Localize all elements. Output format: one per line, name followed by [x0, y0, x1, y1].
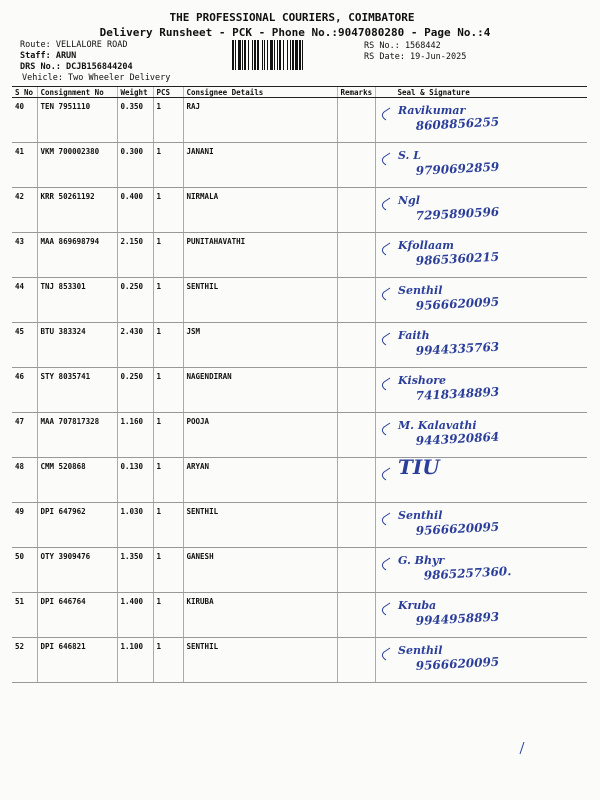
cell-weight: 1.160 — [117, 413, 153, 458]
handwritten-signature — [376, 548, 588, 592]
pen-tick-mark — [382, 423, 390, 435]
col-weight: Weight — [117, 87, 153, 98]
cell-sno: 50 — [12, 548, 37, 593]
pen-tick-mark — [382, 603, 390, 615]
cell-remarks — [337, 458, 375, 503]
cell-remarks — [337, 413, 375, 458]
table-row — [12, 368, 587, 413]
cell-remarks — [337, 323, 375, 368]
signature-name: TIU — [397, 455, 440, 479]
signature-cell — [375, 413, 587, 458]
signature-phone: 9944335763 — [414, 339, 500, 358]
pen-tick-mark — [382, 513, 390, 525]
cell-name: KIRUBA — [183, 593, 337, 638]
cell-sno: 48 — [12, 458, 37, 503]
cell-name: POOJA — [183, 413, 337, 458]
cell-weight: 1.350 — [117, 548, 153, 593]
runsheet-table — [12, 86, 587, 683]
staff-label: Staff: ARUN — [20, 51, 77, 61]
vehicle-label: Vehicle: Two Wheeler Delivery — [22, 73, 171, 83]
table-row — [12, 548, 587, 593]
cell-sno: 44 — [12, 278, 37, 323]
pen-tick-mark — [382, 468, 390, 480]
cell-weight: 0.400 — [117, 188, 153, 233]
handwritten-signature — [376, 368, 588, 412]
cell-pcs: 1 — [153, 188, 183, 233]
drs-number: DRS No.: DCJB156844204 — [20, 62, 133, 72]
handwritten-signature — [376, 455, 588, 502]
pen-tick-mark — [382, 198, 390, 210]
cell-weight: 0.350 — [117, 98, 153, 143]
cell-remarks — [337, 98, 375, 143]
cell-sno: 41 — [12, 143, 37, 188]
handwritten-signature — [376, 503, 588, 547]
cell-pcs: 1 — [153, 413, 183, 458]
cell-sno: 47 — [12, 413, 37, 458]
rs-number: RS No.: 1568442 — [364, 41, 441, 51]
cell-cons: DPI 646821 — [37, 638, 117, 683]
table-row — [12, 458, 587, 503]
cell-remarks — [337, 368, 375, 413]
barcode-image — [232, 40, 358, 70]
cell-pcs: 1 — [153, 458, 183, 503]
cell-weight: 0.250 — [117, 278, 153, 323]
signature-cell — [375, 503, 587, 548]
table-row — [12, 143, 587, 188]
cell-name: SENTHIL — [183, 503, 337, 548]
cell-weight: 0.130 — [117, 458, 153, 503]
cell-name: SENTHIL — [183, 278, 337, 323]
signature-phone: 9443920864 — [414, 429, 500, 448]
cell-name: ARYAN — [183, 458, 337, 503]
signature-cell — [375, 368, 587, 413]
cell-name: JSM — [183, 323, 337, 368]
cell-remarks — [337, 188, 375, 233]
cell-name: RAJ — [183, 98, 337, 143]
cell-pcs: 1 — [153, 503, 183, 548]
pen-tick-mark — [382, 378, 390, 390]
company-title: THE PROFESSIONAL COURIERS, COIMBATORE — [169, 11, 415, 24]
col-sno: S No — [12, 87, 37, 98]
cell-weight: 2.430 — [117, 323, 153, 368]
pen-tick-mark — [382, 333, 390, 345]
table-header-row — [12, 87, 587, 98]
handwritten-signature — [376, 323, 588, 367]
cell-name: PUNITAHAVATHI — [183, 233, 337, 278]
handwritten-signature — [376, 233, 588, 277]
table-row — [12, 413, 587, 458]
cell-name: GANESH — [183, 548, 337, 593]
col-consignment: Consignment No — [37, 87, 117, 98]
rs-date: RS Date: 19-Jun-2025 — [364, 52, 467, 62]
table-row — [12, 188, 587, 233]
col-remarks: Remarks — [337, 87, 375, 98]
handwritten-signature — [376, 593, 588, 637]
cell-cons: DPI 646764 — [37, 593, 117, 638]
signature-cell — [375, 98, 587, 143]
table-row — [12, 233, 587, 278]
cell-remarks — [337, 143, 375, 188]
cell-cons: MAA 707817328 — [37, 413, 117, 458]
col-signature: Seal & Signature — [375, 87, 587, 98]
cell-weight: 0.300 — [117, 143, 153, 188]
cell-pcs: 1 — [153, 323, 183, 368]
pen-tick-mark — [382, 558, 390, 570]
signature-cell — [375, 233, 587, 278]
signature-name: Kishore — [397, 374, 446, 387]
signature-name: Ngl — [397, 194, 420, 207]
cell-cons: BTU 383324 — [37, 323, 117, 368]
signature-name: Faith — [397, 329, 430, 342]
cell-name: SENTHIL — [183, 638, 337, 683]
handwritten-signature — [376, 143, 588, 187]
cell-remarks — [337, 548, 375, 593]
signature-cell — [375, 593, 587, 638]
pen-tick-mark — [382, 288, 390, 300]
signature-name: G. Bhyr — [397, 554, 444, 567]
signature-phone: 9944958893 — [414, 609, 500, 628]
handwritten-signature — [376, 413, 588, 457]
cell-cons: OTY 3909476 — [37, 548, 117, 593]
signature-cell — [375, 278, 587, 323]
signature-phone: 7295890596 — [414, 204, 500, 223]
cell-sno: 43 — [12, 233, 37, 278]
table-row — [12, 98, 587, 143]
signature-name: Senthil — [397, 509, 442, 522]
signature-phone: 9566620095 — [414, 519, 500, 538]
runsheet-subtitle: Delivery Runsheet - PCK - Phone No.:9047080280 - Page No.:4 — [99, 26, 491, 39]
signature-phone: 9865257360. — [422, 564, 512, 583]
cell-sno: 45 — [12, 323, 37, 368]
cell-cons: CMM 520868 — [37, 458, 117, 503]
handwritten-signature — [376, 278, 588, 322]
cell-sno: 51 — [12, 593, 37, 638]
table-row — [12, 323, 587, 368]
pen-tick-mark — [382, 153, 390, 165]
cell-weight: 1.100 — [117, 638, 153, 683]
table-row — [12, 593, 587, 638]
signature-phone: 9566620095 — [414, 654, 500, 673]
cell-sno: 49 — [12, 503, 37, 548]
signature-name: M. Kalavathi — [397, 419, 477, 432]
signature-cell — [375, 188, 587, 233]
handwritten-signature — [376, 98, 588, 142]
signature-name: Ravikumar — [397, 104, 465, 117]
table-row — [12, 503, 587, 548]
handwritten-signature — [376, 638, 588, 682]
signature-cell — [375, 548, 587, 593]
cell-sno: 42 — [12, 188, 37, 233]
cell-sno: 52 — [12, 638, 37, 683]
signature-phone: 9865360215 — [414, 249, 500, 268]
col-consignee: Consignee Details — [183, 87, 337, 98]
signature-name: Senthil — [397, 284, 442, 297]
cell-pcs: 1 — [153, 98, 183, 143]
signature-name: Senthil — [397, 644, 442, 657]
cell-weight: 1.400 — [117, 593, 153, 638]
col-pcs: PCS — [153, 87, 183, 98]
cell-remarks — [337, 278, 375, 323]
signature-name: Kfollaam — [397, 239, 454, 252]
pen-tick-mark — [382, 108, 390, 120]
signature-cell — [375, 455, 587, 503]
stray-pen-mark — [510, 740, 530, 760]
handwritten-signature — [376, 188, 588, 232]
cell-pcs: 1 — [153, 548, 183, 593]
signature-name: S. L — [397, 149, 421, 162]
pen-tick-mark — [382, 648, 390, 660]
cell-weight: 1.030 — [117, 503, 153, 548]
cell-sno: 40 — [12, 98, 37, 143]
cell-cons: STY 8035741 — [37, 368, 117, 413]
cell-remarks — [337, 233, 375, 278]
cell-weight: 0.250 — [117, 368, 153, 413]
cell-pcs: 1 — [153, 638, 183, 683]
signature-phone: 9566620095 — [414, 294, 500, 313]
signature-phone: 7418348893 — [414, 384, 500, 403]
signature-cell — [375, 638, 587, 683]
cell-weight: 2.150 — [117, 233, 153, 278]
cell-pcs: 1 — [153, 593, 183, 638]
cell-pcs: 1 — [153, 233, 183, 278]
table-row — [12, 278, 587, 323]
signature-cell — [375, 143, 587, 188]
cell-remarks — [337, 593, 375, 638]
cell-cons: MAA 869698794 — [37, 233, 117, 278]
signature-phone: 9790692859 — [414, 159, 500, 178]
cell-remarks — [337, 503, 375, 548]
cell-cons: TEN 7951110 — [37, 98, 117, 143]
cell-pcs: 1 — [153, 278, 183, 323]
route-label: Route: VELLALORE ROAD — [20, 40, 128, 50]
cell-name: JANANI — [183, 143, 337, 188]
cell-name: NIRMALA — [183, 188, 337, 233]
cell-cons: KRR 50261192 — [37, 188, 117, 233]
cell-cons: TNJ 853301 — [37, 278, 117, 323]
cell-cons: DPI 647962 — [37, 503, 117, 548]
cell-pcs: 1 — [153, 143, 183, 188]
cell-pcs: 1 — [153, 368, 183, 413]
signature-name: Kruba — [397, 599, 436, 612]
cell-remarks — [337, 638, 375, 683]
signature-cell — [375, 323, 587, 368]
cell-sno: 46 — [12, 368, 37, 413]
table-row — [12, 638, 587, 683]
cell-cons: VKM 700002380 — [37, 143, 117, 188]
cell-name: NAGENDIRAN — [183, 368, 337, 413]
pen-tick-mark — [382, 243, 390, 255]
signature-phone: 8608856255 — [414, 114, 500, 133]
